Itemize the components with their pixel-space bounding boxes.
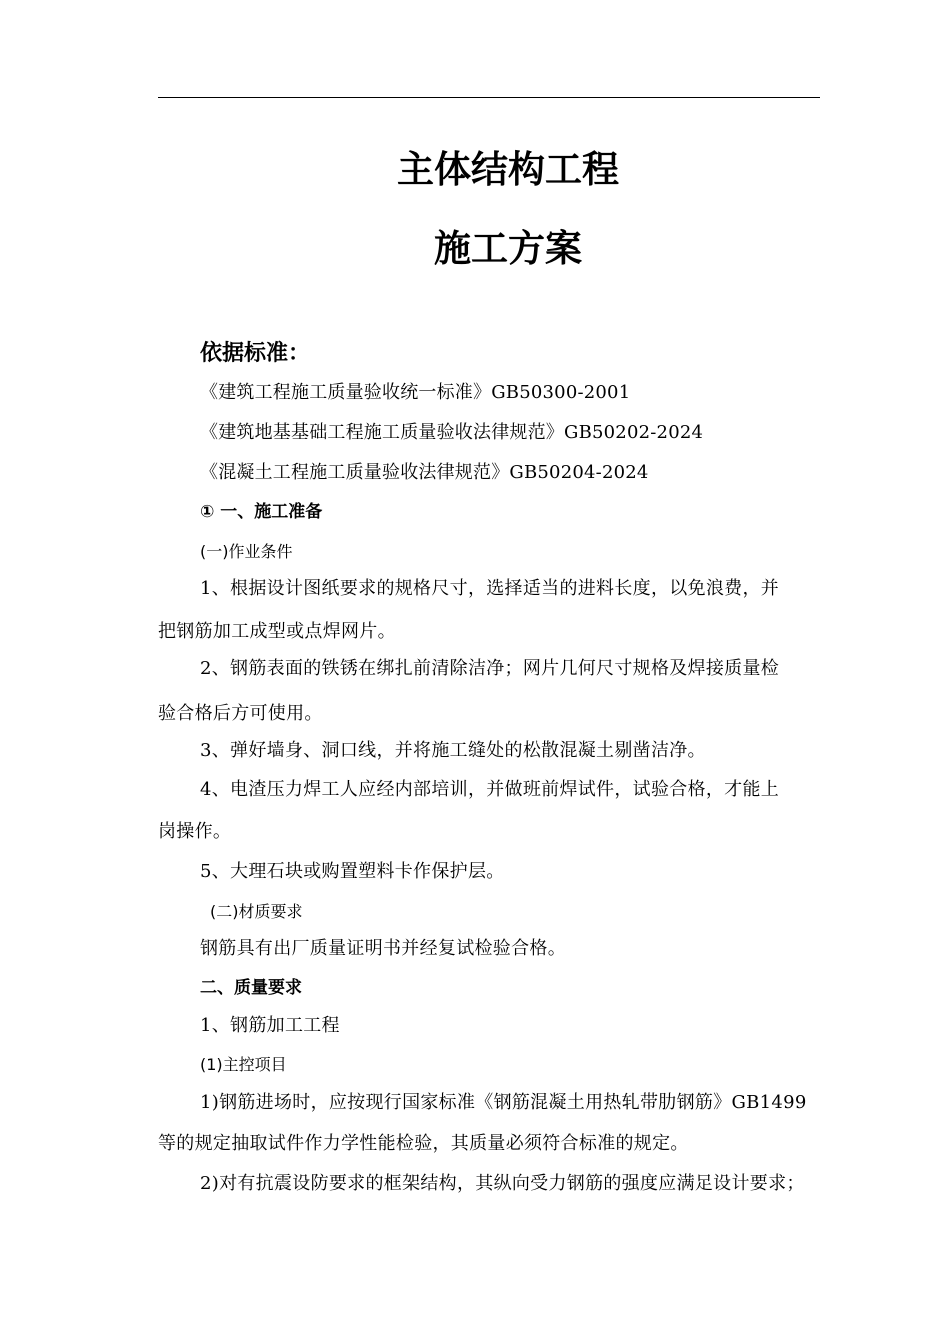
standard-item: 《建筑地基基础工程施工质量验收法律规范》GB50202-2024	[200, 422, 704, 443]
standard-item: 《建筑工程施工质量验收统一标准》GB50300-2001	[200, 382, 631, 403]
paragraph-line: 4、电渣压力焊工人应经内部培训，并做班前焊试件，试验合格，才能上	[200, 779, 780, 800]
paragraph-line: 5、大理石块或购置塑料卡作保护层。	[200, 861, 505, 882]
paragraph-line: 钢筋具有出厂质量证明书并经复试检验合格。	[200, 938, 566, 959]
standard-item: 《混凝土工程施工质量验收法律规范》GB50204-2024	[200, 462, 649, 483]
paragraph-line: 岗操作。	[158, 821, 232, 842]
basis-heading: 依据标准：	[200, 341, 311, 366]
paragraph-line: 等的规定抽取试件作力学性能检验，其质量必须符合标准的规定。	[158, 1133, 689, 1154]
section-heading-preparation: ① 一、施工准备	[200, 502, 323, 522]
subsection-heading-conditions: (一)作业条件	[200, 542, 293, 561]
document-title-line-2: 施工方案	[434, 227, 582, 270]
paragraph-line: 2)对有抗震设防要求的框架结构，其纵向受力钢筋的强度应满足设计要求；	[200, 1173, 805, 1194]
document-title-line-1: 主体结构工程	[397, 148, 619, 191]
paragraph-line: 2、钢筋表面的铁锈在绑扎前清除洁净；网片几何尺寸规格及焊接质量检	[200, 658, 780, 679]
subsection-heading-main-items: (1)主控项目	[200, 1055, 287, 1074]
paragraph-line: 1、根据设计图纸要求的规格尺寸，选择适当的进料长度，以免浪费，并	[200, 578, 780, 599]
paragraph-line: 1、钢筋加工工程	[200, 1015, 340, 1036]
paragraph-line: 验合格后方可使用。	[158, 703, 323, 724]
section-heading-quality: 二、质量要求	[200, 978, 302, 998]
subsection-heading-materials: (二)材质要求	[210, 902, 303, 921]
paragraph-line: 1)钢筋进场时，应按现行国家标准《钢筋混凝土用热轧带肋钢筋》GB1499	[200, 1092, 807, 1113]
paragraph-line: 3、弹好墙身、洞口线，并将施工缝处的松散混凝土剔凿洁净。	[200, 740, 706, 761]
paragraph-line: 把钢筋加工成型或点焊网片。	[158, 621, 396, 642]
header-rule	[158, 97, 820, 98]
